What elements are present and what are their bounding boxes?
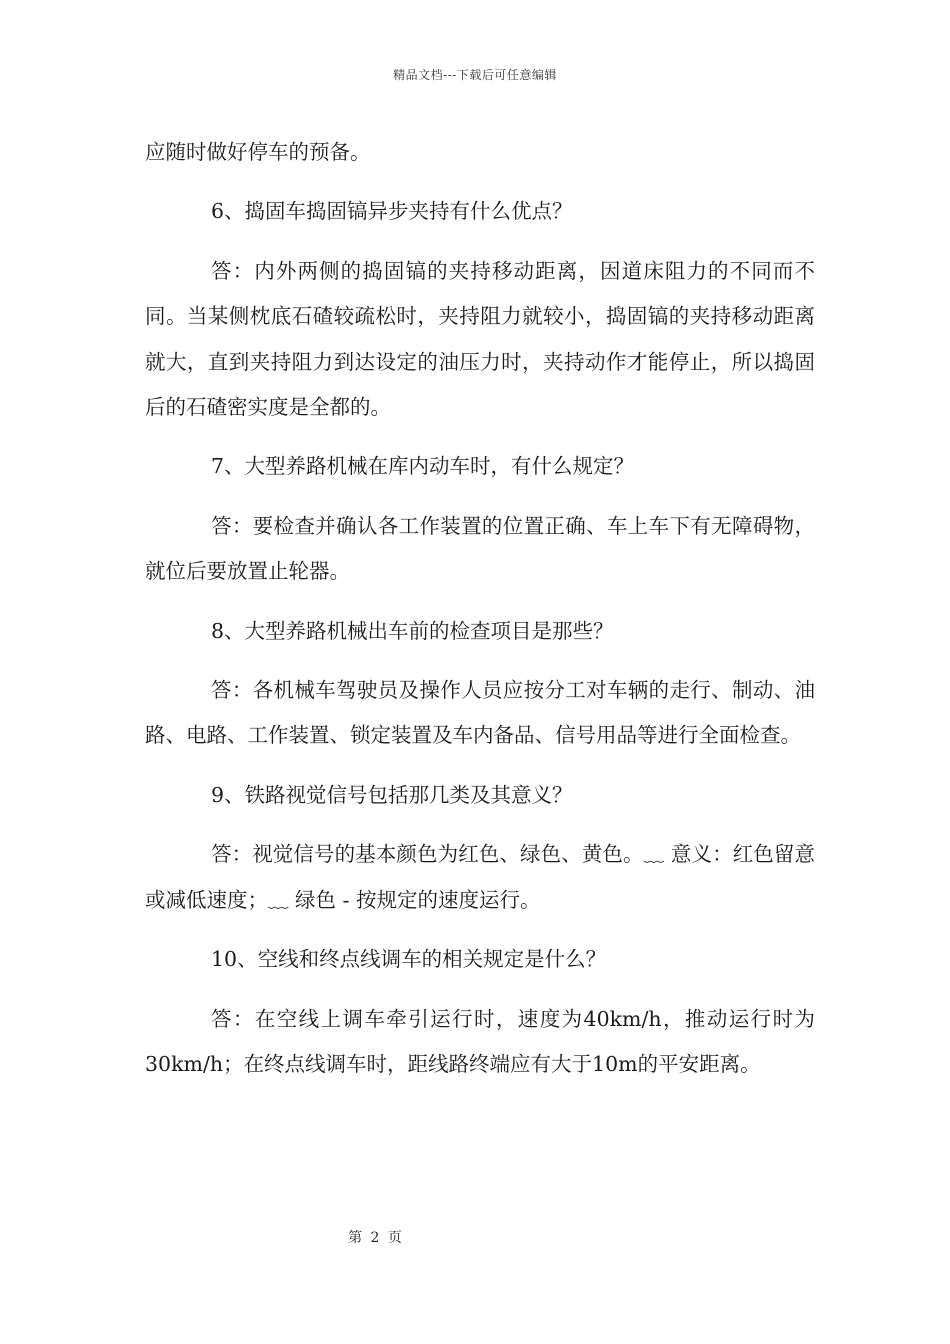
question-8: 8、大型养路机械出车前的检查项目是那些？ [211, 618, 614, 643]
question-7: 7、大型养路机械在库内动车时，有什么规定？ [211, 454, 635, 479]
page-number: 2 [370, 1230, 380, 1246]
page-footer [0, 1227, 750, 1247]
answer-6: 答：内外两侧的捣固镐的夹持移动距离，因道床阻力的不同而不同。当某侧枕底石碴较疏松时，夹持阻力就较小，捣固镐的夹持移动距离就大，直到夹持阻力到达设定的油压力时，夹持动作才能停止，所以捣固后的石碴密实度是全都的。 [145, 258, 815, 420]
page-number-prefix: 第 [348, 1230, 363, 1246]
answer-10: 答：在空线上调车牵引运行时，速度为40km/h，推动运行时为30km/h；在终点线调车时，距线路终端应有大于10m的平安距离。 [145, 1006, 815, 1076]
page-number-suffix: 页 [387, 1230, 402, 1246]
question-6: 6、捣固车捣固镐异步夹持有什么优点？ [211, 199, 573, 224]
document-body [145, 130, 815, 1087]
question-10: 10、空线和终点线调车的相关规定是什么？ [211, 947, 607, 972]
answer-8: 答：各机械车驾驶员及操作人员应按分工对车辆的走行、制动、油路、电路、工作装置、锁定装置及车内备品、信号用品等进行全面检查。 [145, 678, 815, 748]
paragraph-continuation: 应随时做好停车的预备。 [145, 140, 371, 164]
page-header: 精品文档---下载后可任意编辑 [393, 68, 557, 82]
answer-9: 答：视觉信号的基本颜色为红色、绿色、黄色。﹏ 意义：红色留意或减低速度；﹏ 绿色 - 按规定的速度运行。 [145, 842, 815, 912]
answer-7: 答：要检查并确认各工作装置的位置正确、车上车下有无障碍物，就位后要放置止轮器。 [145, 513, 815, 584]
question-9: 9、铁路视觉信号包括那几类及其意义？ [211, 782, 573, 807]
